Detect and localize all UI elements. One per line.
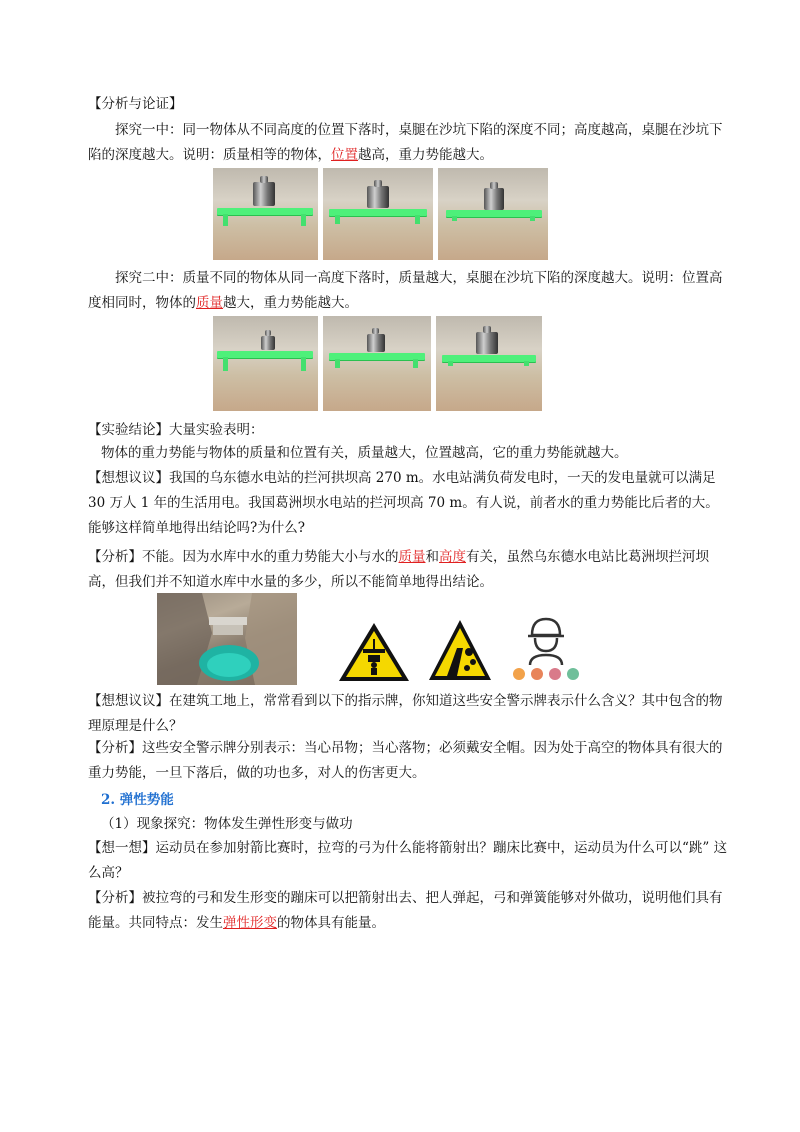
discussion-label: 【想想议议】 [88,470,169,486]
section-heading-elastic: 2. 弹性势能 [101,792,174,808]
answer-blank-position: 位置 [331,147,358,163]
analysis-elastic-answer: 【分析】被拉弯的弓和发生形变的蹦床可以把箭射出去、把人弹起，弓和弹簧能够对外做功，说明他们具有能量。共同特点：发生弹性形变的物体具有能量。 [88,890,723,931]
experiment-one-text: 探究一中：同一物体从不同高度的位置下落时，桌腿在沙坑下陷的深度不同；高度越高，桌腿在沙坑下陷的深度越大。说明：质量相等的物体，位置越高，重力势能越大。 [88,122,723,163]
helmet-required-icon [506,613,586,683]
hanging-load-warning-icon [337,621,411,683]
think-label: 【想一想】 [88,840,156,856]
phenomenon-heading: （1）现象探究：物体发生弹性形变与做功 [101,816,353,832]
answer-blank-height: 高度 [439,549,466,565]
experiment-two-text: 探究二中：质量不同的物体从同一高度下落时，质量越大，桌腿在沙坑下陷的深度越大。说明：位置高度相同时，物体的质量越大，重力势能越大。 [88,270,723,311]
conclusion-line: 【实验结论】大量实验表明： [88,422,264,438]
analysis-label: 【分析】 [88,549,142,565]
experiment-two-photo-3 [436,316,542,411]
discussion-signs-question: 【想想议议】在建筑工地上，常常看到以下的指示牌，你知道这些安全警示牌表示什么含义？其中包含的物理原理是什么？ [88,693,723,734]
experiment-one-photo-1 [213,168,318,260]
experiment-one-photo-2 [323,168,433,260]
answer-blank-mass-2: 质量 [398,549,426,565]
dam-photo [157,593,297,685]
discussion-label-2: 【想想议议】 [88,693,169,709]
think-question: 【想一想】运动员在参加射箭比赛时，拉弯的弓为什么能将箭射出？蹦床比赛中，运动员为什么可以“跳” 这么高？ [88,840,728,881]
experiment-two-photo-1 [213,316,318,411]
section-heading-analysis: 【分析与论证】 [88,96,183,112]
discussion-dam-question: 【想想议议】我国的乌东德水电站的拦河拱坝高 270 m。水电站满负荷发电时，一天的发电量就可以满足 30 万人 1 年的生活用电。我国葛洲坝水电站的拦河坝高 70 m。有人说，前者水的重力势能比后者的大。能够这样简单地得出结论吗?为什么? [88,470,719,536]
experiment-two-photo-2 [323,316,431,411]
conclusion-label: 【实验结论】 [88,422,169,438]
answer-blank-elastic-deformation: 弹性形变 [223,915,277,931]
falling-object-warning-icon [427,618,493,682]
analysis-label-2: 【分析】 [88,740,142,756]
conclusion-body: 物体的重力势能与物体的质量和位置有关，质量越大，位置越高，它的重力势能就越大。 [101,445,628,461]
answer-blank-mass: 质量 [196,295,223,311]
experiment-one-photo-3 [438,168,548,260]
analysis-label-3: 【分析】 [88,890,142,906]
analysis-dam-answer: 【分析】不能。因为水库中水的重力势能大小与水的质量和高度有关，虽然乌东德水电站比葛洲坝拦河坝高，但我们并不知道水库中水量的多少，所以不能简单地得出结论。 [88,549,709,590]
analysis-signs-answer: 【分析】这些安全警示牌分别表示：当心吊物；当心落物；必须戴安全帽。因为处于高空的物体具有很大的重力势能，一旦下落后，做的功也多，对人的伤害更大。 [88,740,723,781]
